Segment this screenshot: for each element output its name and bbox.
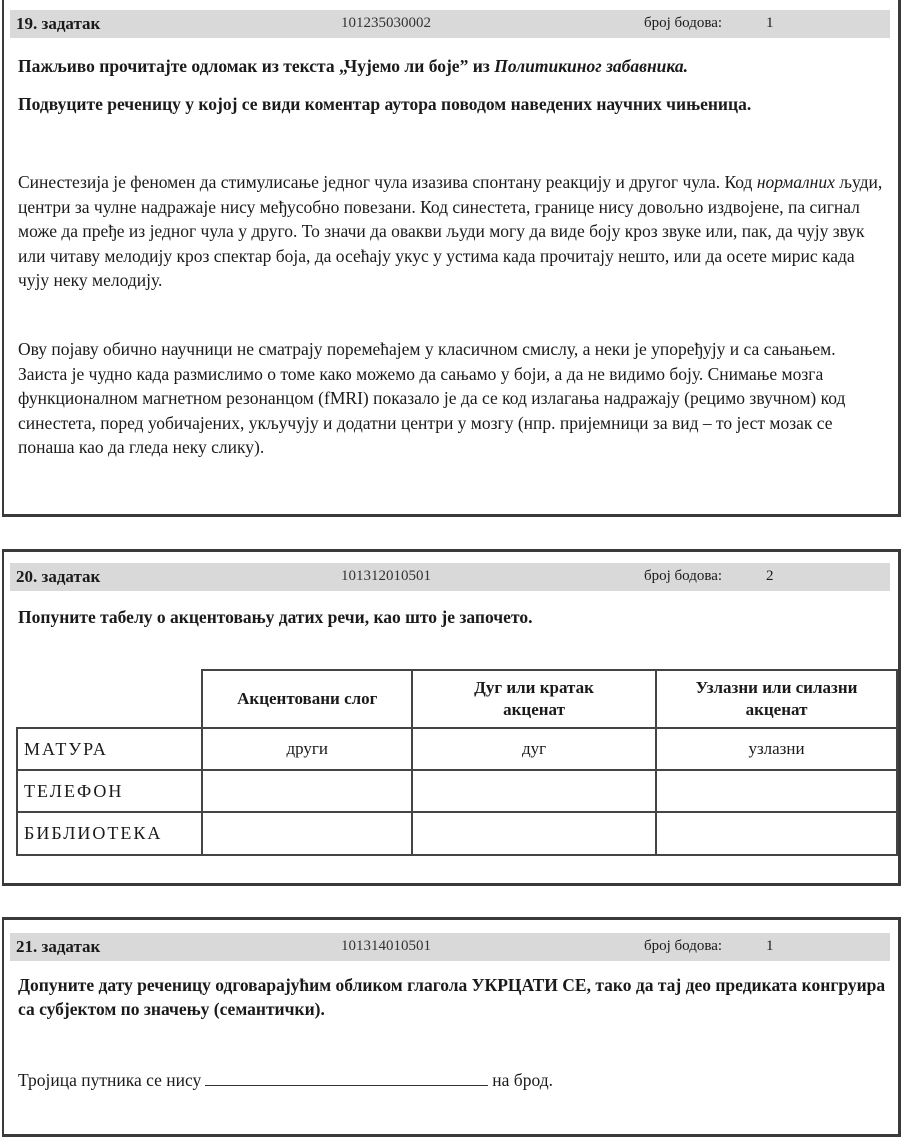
paragraph-text: људи, центри за чулне надражаје нису међусобно повезани. Код синестета, границе нису довољно издвојене, па сигнал може да пређе из једног чула у друго. То значи да овакви људи могу да виде боју кроз звуке или, пак, да чују звук или читаву мелодију кроз спектар боја, да осећају укус у устима када прочитају нешто, или да осете мирис када чују неку мелодију. (18, 172, 883, 290)
table-cell[interactable] (202, 770, 412, 812)
task-header (10, 10, 890, 38)
table-cell[interactable] (412, 812, 656, 855)
task-21-section (2, 917, 901, 1137)
table-header-row (17, 670, 897, 728)
table-cell[interactable] (412, 770, 656, 812)
table-row (17, 728, 897, 770)
task-header (10, 563, 890, 591)
table-cell-word: МАТУРА (17, 728, 202, 770)
sentence-start: Тројица путника се нису (18, 1070, 202, 1090)
table-header-cell (17, 670, 202, 728)
instruction-text: Пажљиво прочитајте одломак из текста „Чујемо ли боје” из (18, 56, 495, 76)
sentence-end: на брод. (492, 1070, 553, 1090)
points-value: 1 (766, 15, 774, 31)
table-header-cell: Акцентовани слог (202, 670, 412, 728)
task-code: 101314010501 (341, 938, 431, 954)
instruction-source-title: Политикиног забавника. (494, 56, 688, 76)
table-cell[interactable]: узлазни (656, 728, 897, 770)
table-cell[interactable] (656, 770, 897, 812)
table-row (17, 812, 897, 855)
accent-table (16, 669, 898, 856)
table-cell-word: БИБЛИОТЕКА (17, 812, 202, 855)
task-instruction-2: Подвуците реченицу у којој се види коментар аутора поводом наведених научних чињеница. (18, 94, 752, 114)
text-paragraph-2: Ову појаву обично научници не сматрају поремећајем у класичном смислу, а неки је упоређују и са сањањем. Заиста је чудно када размислимо о томе како можемо да сањамо у боји, а да не видимо боју. Снимање мозга функционалном магнетном резонанцом (fMRI) показало је да се код излагања надражају (рецимо звучном) код синестета, поред уобичајених, укључују и додатни центри у мозгу (нпр. пријемници за вид – то јест мозак се понаша као да гледа неку слику). (18, 339, 846, 457)
task-number: 21. задатак (16, 937, 101, 956)
points-label: број бодова: (644, 15, 723, 31)
table-cell[interactable]: дуг (412, 728, 656, 770)
task-number: 20. задатак (16, 567, 101, 586)
table-cell-word: ТЕЛЕФОН (17, 770, 202, 812)
paragraph-emphasis: нормалних (756, 172, 835, 192)
table-cell[interactable] (202, 812, 412, 855)
table-cell[interactable] (656, 812, 897, 855)
task-20-section (2, 549, 901, 886)
fill-in-sentence (18, 1068, 888, 1093)
table-header-cell: Дуг или кратак акценат (412, 670, 656, 728)
points-label: број бодова: (644, 938, 723, 954)
task-instruction: Допуните дату реченицу одговарајућим обликом глагола УКРЦАТИ СЕ, тако да тај део предиката конгруира са субјектом по значењу (семантички). (18, 975, 886, 1019)
task-code: 101312010501 (341, 568, 431, 584)
task-number: 19. задатак (16, 14, 101, 33)
table-header-cell: Узлазни или силазни акценат (656, 670, 897, 728)
answer-blank-field[interactable] (205, 1069, 488, 1086)
points-value: 2 (766, 568, 774, 584)
table-row (17, 770, 897, 812)
points-label: број бодова: (644, 568, 723, 584)
task-19-section (2, 0, 901, 517)
task-instruction: Попуните табелу о акцентовању датих речи, као што је започето. (18, 607, 533, 627)
task-code: 101235030002 (341, 15, 431, 31)
task-instruction (18, 54, 888, 78)
task-header (10, 933, 890, 961)
table-cell[interactable]: други (202, 728, 412, 770)
points-value: 1 (766, 938, 774, 954)
text-paragraph-1 (18, 170, 888, 293)
paragraph-text: Синестезија је феномен да стимулисање једног чула изазива спонтану реакцију и другог чула. Код (18, 172, 757, 192)
